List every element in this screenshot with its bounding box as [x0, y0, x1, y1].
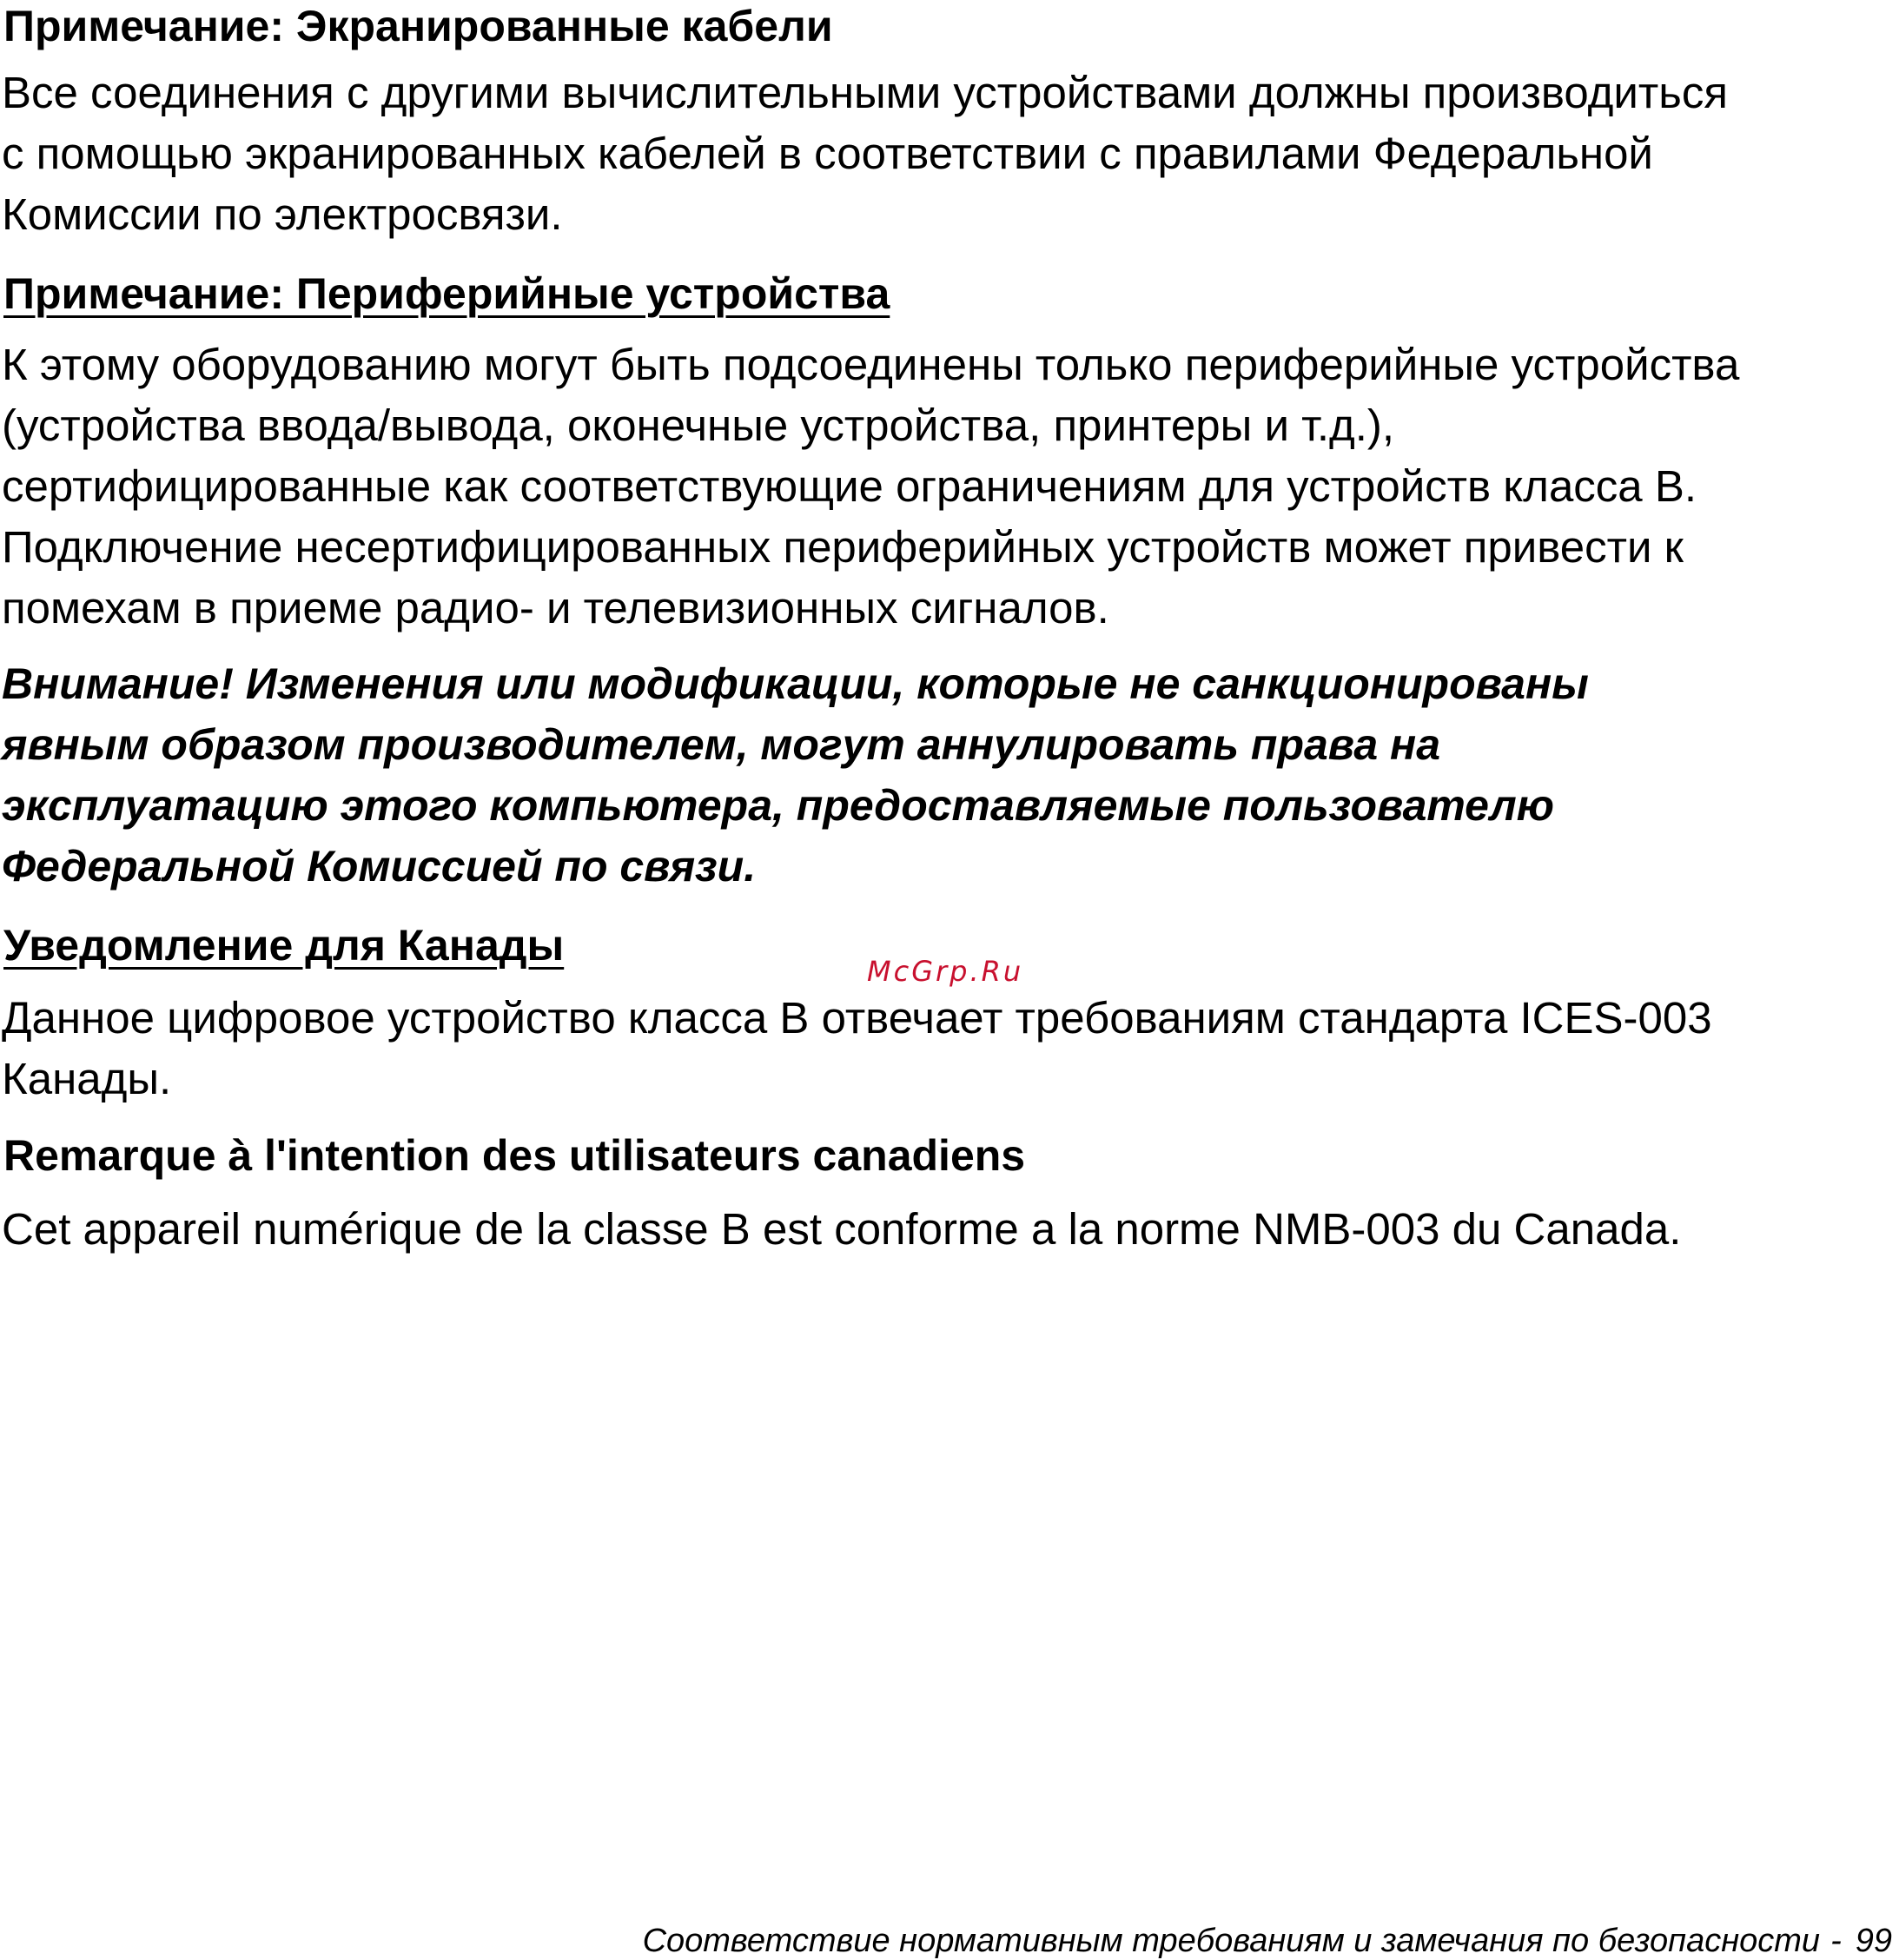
- text-line: Комиссии по электросвязи.: [2, 189, 563, 239]
- text-line: (устройства ввода/вывода, оконечные устройства, принтеры и т.д.),: [2, 401, 1395, 450]
- text-line: с помощью экранированных кабелей в соответствии с правилами Федеральной: [2, 129, 1653, 178]
- text-line: Канады.: [2, 1054, 172, 1103]
- text-line: Данное цифровое устройство класса B отвечает требованиям стандарта ICES-003: [2, 993, 1712, 1043]
- text-line: К этому оборудованию могут быть подсоединены только периферийные устройства: [2, 340, 1740, 389]
- paragraph-canada-fr: [2, 1199, 1896, 1260]
- text-line: Подключение несертифицированных периферийных устройств может привести к: [2, 522, 1684, 572]
- paragraph-peripherals: [2, 334, 1896, 639]
- footer-separator: -: [1830, 1923, 1842, 1959]
- watermark-logo: McGrp.Ru: [867, 955, 1024, 988]
- heading-peripherals: Примечание: Периферийные устройства: [3, 269, 890, 318]
- text-line: явным образом производителем, могут аннулировать права на: [2, 720, 1441, 769]
- footer-title: Соответствие нормативным требованиям и замечания по безопасности: [642, 1923, 1821, 1959]
- page-number: 99: [1855, 1923, 1892, 1959]
- text-line: Внимание! Изменения или модификации, которые не санкционированы: [2, 659, 1589, 708]
- paragraph-canada: [2, 988, 1896, 1109]
- heading-canada-fr: Remarque à l'intention des utilisateurs canadiens: [3, 1131, 1026, 1180]
- text-line: Федеральной Комиссией по связи.: [2, 842, 757, 891]
- paragraph-shielded-cables: [2, 63, 1896, 245]
- text-line: Все соединения с другими вычислительными устройствами должны производиться: [2, 68, 1728, 117]
- page-footer: [643, 1922, 1892, 1960]
- heading-shielded-cables: Примечание: Экранированные кабели: [3, 2, 833, 50]
- text-line: Cet appareil numérique de la classe B est conforme a la norme NMB-003 du Canada.: [2, 1204, 1682, 1254]
- heading-canada: Уведомление для Канады: [3, 921, 565, 970]
- text-line: помехам в приеме радио- и телевизионных сигналов.: [2, 583, 1109, 632]
- paragraph-warning: [2, 653, 1896, 897]
- text-line: эксплуатацию этого компьютера, предоставляемые пользователю: [2, 781, 1554, 830]
- text-line: сертифицированные как соответствующие ограничениям для устройств класса B.: [2, 461, 1697, 511]
